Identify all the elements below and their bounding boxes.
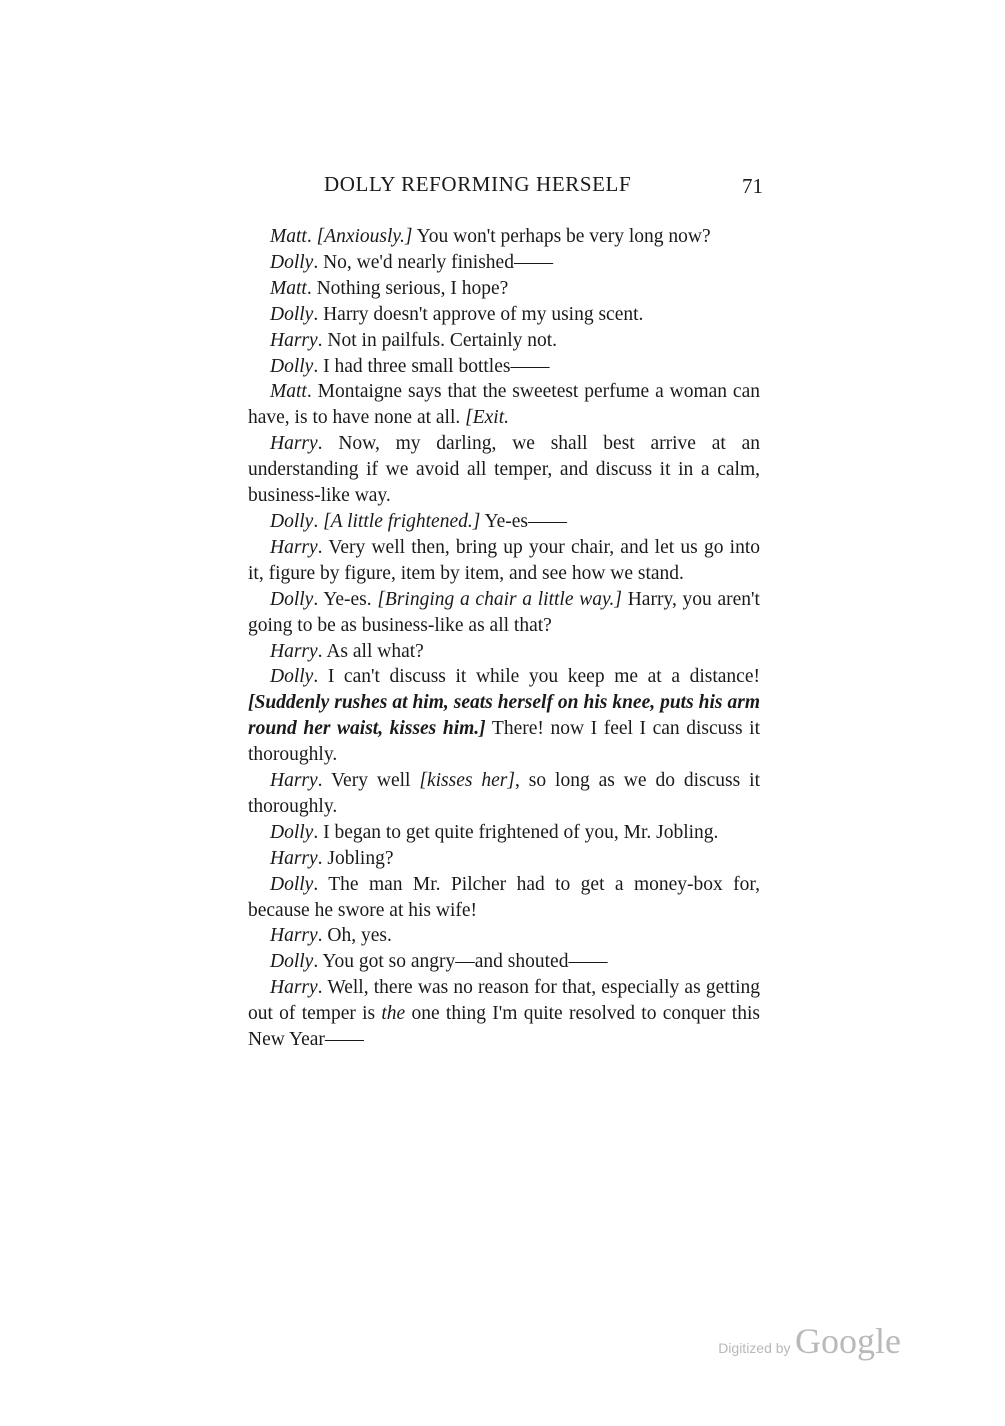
spoken-text: , so long as we do discuss it thoroughly. [248,770,760,817]
speaker-name: Matt . [270,278,312,299]
digitized-watermark [718,1320,901,1362]
dialogue-line [248,379,760,431]
speaker-name: Harry . [270,537,323,558]
speaker-name: Harry . [270,977,323,998]
speaker-name: Harry . [270,848,323,869]
spoken-text: Now, my darling, we shall best arrive at an understanding if we avoid all temper, and discuss it in a calm, business-like way. [248,433,760,507]
spoken-text: Harry doesn't approve of my using scent. [318,303,644,325]
speaker-name: Dolly . [270,589,318,610]
spoken-text: I had three small bottles—— [318,355,550,377]
dialogue-text [248,224,760,1053]
spoken-text: Ye-es—— [480,510,568,532]
dialogue-line [248,949,760,975]
speaker-name: Dolly . [270,874,318,895]
stage-direction: [Bringing a chair a little way.] [377,588,623,610]
running-title: DOLLY REFORMING HERSELF [324,172,632,196]
speaker-name: Matt . [270,381,312,402]
stage-direction: [A little frightened.] [323,510,481,532]
dialogue-line [248,639,760,665]
dialogue-line [248,923,760,949]
stage-direction: [Exit. [465,407,510,429]
spoken-text: I can't discuss it while you keep me at a distance! [318,666,760,688]
spoken-text: You got so angry—and shouted—— [318,951,608,973]
spoken-text: There! now I feel I can discuss it thoroughly. [248,718,761,766]
speaker-name: Dolly . [270,356,318,377]
speaker-name: Dolly . [270,822,318,843]
spoken-text: Harry, you aren't going to be as business-like as all that? [248,588,760,636]
spoken-text: Nothing serious, I hope? [311,277,509,299]
dialogue-line [248,276,760,302]
dialogue-line [248,872,760,924]
dialogue-line [248,224,760,250]
speaker-name: Harry . [270,433,323,454]
page-header [248,172,763,202]
speaker-name: Dolly . [270,252,318,273]
stage-direction: [Suddenly rushes at him, seats herself on his knee, puts his arm round her waist, kisses him.] [248,692,760,740]
speaker-name: Harry . [270,641,323,662]
dialogue-line [248,250,760,276]
dialogue-line [248,587,760,639]
dialogue-line [248,509,760,535]
dialogue-line [248,975,760,1053]
spoken-text: Montaigne says that the sweetest perfume a woman can have, is to have none at all. [248,381,760,429]
watermark-brand: Google [795,1321,901,1361]
spoken-text: The man Mr. Pilcher had to get a money-box for, because he swore at his wife! [248,873,760,921]
dialogue-line [248,431,760,509]
spoken-text: Oh, yes. [322,925,392,947]
dialogue-line [248,535,760,587]
dialogue-line [248,664,760,768]
speaker-name: Matt . [270,226,312,247]
spoken-text: You won't perhaps be very long now? [412,226,711,247]
page-number: 71 [742,174,763,198]
watermark-prefix: Digitized by [718,1340,791,1356]
stage-direction: [Anxiously.] [316,226,413,247]
dialogue-line [248,328,760,354]
speaker-name: Harry . [270,925,323,946]
speaker-name: Harry . [270,330,323,351]
dialogue-line [248,768,760,820]
speaker-name: Harry . [270,770,323,791]
stage-direction: the [381,1003,406,1025]
spoken-text: Very well [322,770,420,792]
speaker-name: Dolly . [270,511,318,532]
speaker-name: Dolly . [270,951,318,972]
spoken-text: Jobling? [322,847,394,869]
stage-direction: [kisses her] [419,770,515,792]
spoken-text: No, we'd nearly finished—— [318,251,553,273]
dialogue-line [248,354,760,380]
speaker-name: Dolly . [270,666,318,687]
spoken-text: Not in pailfuls. Certainly not. [322,329,558,351]
dialogue-line [248,820,760,846]
spoken-text: Very well then, bring up your chair, and let us go into it, figure by figure, item by item, and see how we stand. [248,536,760,584]
spoken-text: As all what? [322,640,424,662]
spoken-text: Ye-es. [318,588,378,610]
spoken-text: I began to get quite frightened of you, Mr. Jobling. [318,821,719,843]
spoken-text: one thing I'm quite resolved to conquer this New Year—— [248,1003,760,1051]
speaker-name: Dolly . [270,304,318,325]
spoken-text: Well, there was no reason for that, especially as getting out of temper is [248,977,760,1025]
dialogue-line [248,846,760,872]
dialogue-line [248,302,760,328]
